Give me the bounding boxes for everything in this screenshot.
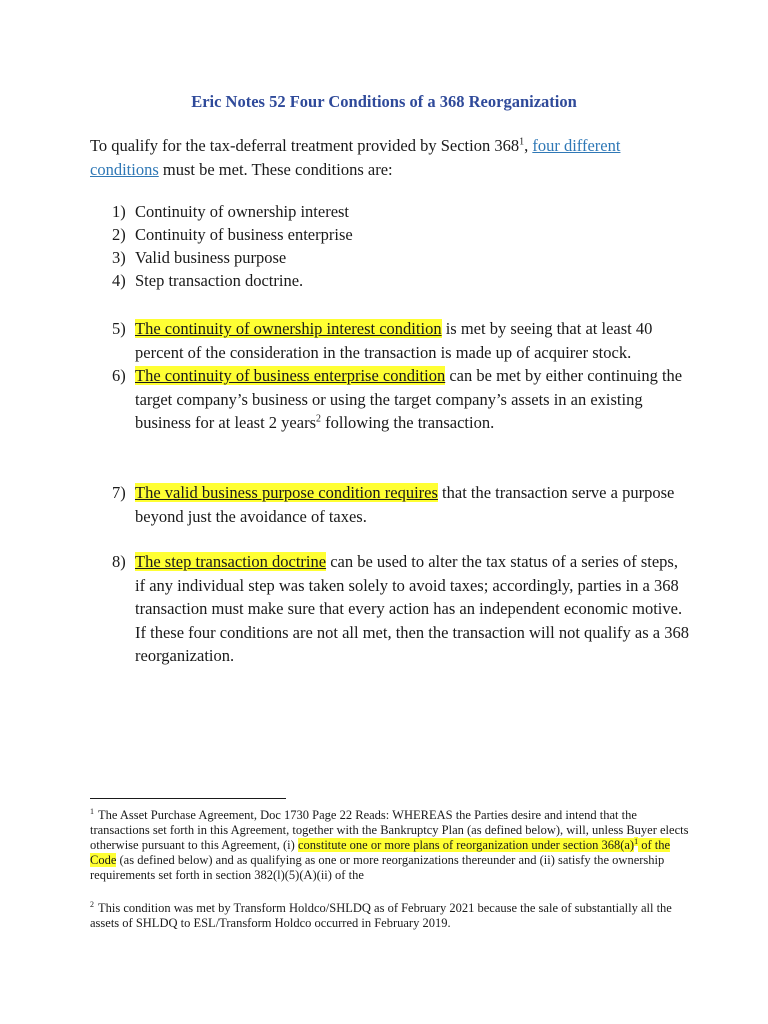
item-text-end: following the transaction. — [321, 413, 495, 432]
list-item — [90, 550, 690, 668]
footnote-mark: 1 — [90, 806, 94, 816]
footnote-ref-1[interactable]: 1 — [519, 136, 525, 148]
list-item — [90, 481, 690, 528]
details-list-2 — [90, 481, 690, 528]
footnote-text: This condition was met by Transform Holdco/SHLDQ as of February 2021 because the sale of substantially all the assets of SHLDQ to ESL/Transform Holdco occurred in February 2019. — [90, 901, 672, 930]
item-text: Continuity of ownership interest — [135, 202, 350, 221]
intro-comma: , — [524, 136, 533, 155]
intro-text: To qualify for the tax-deferral treatment provided by Section 368 — [90, 136, 520, 155]
list-item — [90, 246, 690, 269]
footnote-highlight-sup: 1 — [634, 836, 639, 846]
list-item — [90, 200, 690, 223]
page-title: Eric Notes 52 Four Conditions of a 368 Reorganization — [191, 92, 577, 111]
item-text: that the transaction serve a purpose beyond just the avoidance of taxes. — [135, 483, 675, 526]
conditions-list — [90, 200, 690, 292]
highlighted-phrase: The step transaction doctrine — [135, 552, 327, 571]
list-item — [90, 317, 690, 364]
four-conditions-link[interactable]: four different conditions — [90, 136, 621, 179]
highlighted-phrase: The valid business purpose condition requires — [135, 483, 438, 502]
footnote-highlight-end: of the Code — [90, 838, 671, 867]
intro-paragraph — [90, 134, 680, 182]
highlighted-phrase: The continuity of business enterprise condition — [135, 366, 446, 385]
details-list-1 — [90, 317, 690, 435]
footnote-2 — [90, 901, 690, 931]
item-number: 6) — [112, 366, 126, 385]
details-list-3 — [90, 550, 690, 668]
item-text: Step transaction doctrine. — [135, 271, 304, 290]
list-item — [90, 364, 690, 435]
item-number: 5) — [112, 319, 126, 338]
item-number: 2) — [112, 225, 126, 244]
item-text: is met by seeing that at least 40 percent of the consideration in the transaction is made up of acquirer stock. — [135, 319, 653, 362]
footnote-highlight: constitute one or more plans of reorganization under section 368(a) — [297, 838, 635, 852]
item-number: 8) — [112, 552, 126, 571]
footnote-mark: 2 — [90, 899, 94, 909]
item-text: can be used to alter the tax status of a series of steps, if any individual step was taken solely to avoid taxes; accordingly, parties in a 368 transaction must make sure that every action has an independent economic motive. If these four conditions are not all met, then the transaction will not qualify as a 368 reorganization. — [135, 552, 689, 665]
item-number: 7) — [112, 483, 126, 502]
footnote-separator — [90, 798, 286, 799]
highlighted-phrase: The continuity of ownership interest condition — [135, 319, 442, 338]
list-item — [90, 269, 690, 292]
item-text: Continuity of business enterprise — [135, 225, 353, 244]
item-number: 3) — [112, 248, 126, 267]
intro-text-end: must be met. These conditions are: — [158, 160, 393, 179]
list-item — [90, 223, 690, 246]
item-number: 4) — [112, 271, 126, 290]
item-text: can be met by either continuing the target company’s business or using the target company’s assets in an existing business for at least 2 years — [135, 366, 683, 432]
footnote-text: The Asset Purchase Agreement, Doc 1730 Page 22 Reads: WHEREAS the Parties desire and intend that the transactions set forth in this Agreement, together with the Bankruptcy Plan (as defined below), will, unless Buyer elects otherwise pursuant to this Agreement, (i) — [90, 808, 689, 852]
footnote-ref-2[interactable]: 2 — [316, 413, 321, 425]
footnote-text-end: (as defined below) and as qualifying as one or more reorganizations thereunder and (ii) satisfy the ownership requirements set forth in section 382(l)(5)(A)(ii) of the — [90, 853, 665, 882]
footnote-1 — [90, 808, 690, 883]
item-text: Valid business purpose — [135, 248, 287, 267]
item-number: 1) — [112, 202, 126, 221]
